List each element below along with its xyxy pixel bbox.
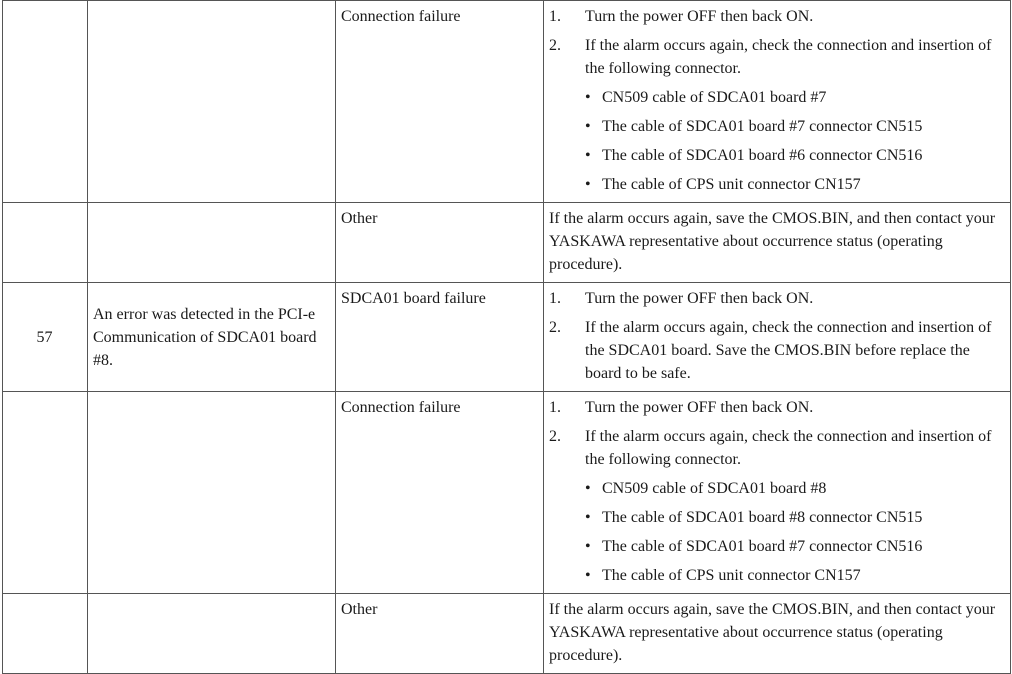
list-item: • The cable of SDCA01 board #7 connector CN516: [585, 535, 1004, 558]
bullet-icon: •: [585, 176, 591, 193]
step-text: If the alarm occurs again, check the connection and insertion of the SDCA01 board. Save the CMOS.BIN before replace the board to be safe.: [585, 319, 992, 382]
list-item: • The cable of SDCA01 board #8 connector CN515: [585, 506, 1004, 529]
bullet-icon: •: [585, 118, 591, 135]
remedy-cell: [544, 283, 1011, 392]
connector-list: [585, 477, 1004, 587]
step-text: Turn the power OFF then back ON.: [585, 290, 814, 307]
remedy-step: [549, 316, 1004, 385]
cause-cell: Connection failure: [336, 1, 544, 203]
remedy-text: If the alarm occurs again, save the CMOS.BIN, and then contact your YASKAWA representative about occurrence status (operating procedure).: [549, 601, 996, 664]
connector-list: [585, 86, 1004, 196]
step-text: Turn the power OFF then back ON.: [585, 399, 814, 416]
table-row: [3, 203, 1011, 283]
alarm-number: [3, 392, 88, 594]
remedy-cell: [544, 203, 1011, 283]
list-item: • The cable of CPS unit connector CN157: [585, 173, 1004, 196]
remedy-cell: [544, 594, 1011, 674]
bullet-icon: •: [585, 567, 591, 584]
alarm-number: 57: [3, 283, 88, 392]
table-row: [3, 594, 1011, 674]
table-row: [3, 283, 1011, 392]
list-item: • CN509 cable of SDCA01 board #8: [585, 477, 1004, 500]
alarm-description: [88, 392, 336, 594]
remedy-step: [549, 287, 1004, 310]
list-item: • The cable of CPS unit connector CN157: [585, 564, 1004, 587]
bullet-icon: •: [585, 89, 591, 106]
alarm-number: [3, 203, 88, 283]
step-text: If the alarm occurs again, check the connection and insertion of the following connector.: [585, 37, 992, 77]
step-number: 1.: [549, 399, 561, 416]
remedy-steps: [549, 396, 1004, 587]
alarm-description: [88, 203, 336, 283]
alarm-description: [88, 1, 336, 203]
list-item: • The cable of SDCA01 board #7 connector CN515: [585, 115, 1004, 138]
alarm-description: An error was detected in the PCI-e Communication of SDCA01 board #8.: [88, 283, 336, 392]
bullet-icon: •: [585, 509, 591, 526]
table-row: [3, 392, 1011, 594]
alarm-number: [3, 594, 88, 674]
bullet-icon: •: [585, 480, 591, 497]
remedy-text: If the alarm occurs again, save the CMOS.BIN, and then contact your YASKAWA representative about occurrence status (operating procedure).: [549, 210, 996, 273]
step-text: If the alarm occurs again, check the connection and insertion of the following connector.: [585, 428, 992, 468]
cause-cell: Other: [336, 203, 544, 283]
cause-cell: Connection failure: [336, 392, 544, 594]
step-number: 2.: [549, 319, 561, 336]
alarm-table: [2, 0, 1011, 674]
cause-cell: Other: [336, 594, 544, 674]
step-number: 2.: [549, 428, 561, 445]
step-number: 1.: [549, 8, 561, 25]
list-item: • CN509 cable of SDCA01 board #7: [585, 86, 1004, 109]
remedy-cell: [544, 392, 1011, 594]
table-row: [3, 1, 1011, 203]
remedy-step: [549, 34, 1004, 196]
list-item: • The cable of SDCA01 board #6 connector CN516: [585, 144, 1004, 167]
remedy-steps: [549, 5, 1004, 196]
remedy-step: [549, 425, 1004, 587]
remedy-step: [549, 5, 1004, 28]
bullet-icon: •: [585, 538, 591, 555]
step-number: 2.: [549, 37, 561, 54]
bullet-icon: •: [585, 147, 591, 164]
step-number: 1.: [549, 290, 561, 307]
step-text: Turn the power OFF then back ON.: [585, 8, 814, 25]
alarm-description: [88, 594, 336, 674]
remedy-steps: [549, 287, 1004, 385]
cause-cell: SDCA01 board failure: [336, 283, 544, 392]
remedy-cell: [544, 1, 1011, 203]
remedy-step: [549, 396, 1004, 419]
alarm-number: [3, 1, 88, 203]
